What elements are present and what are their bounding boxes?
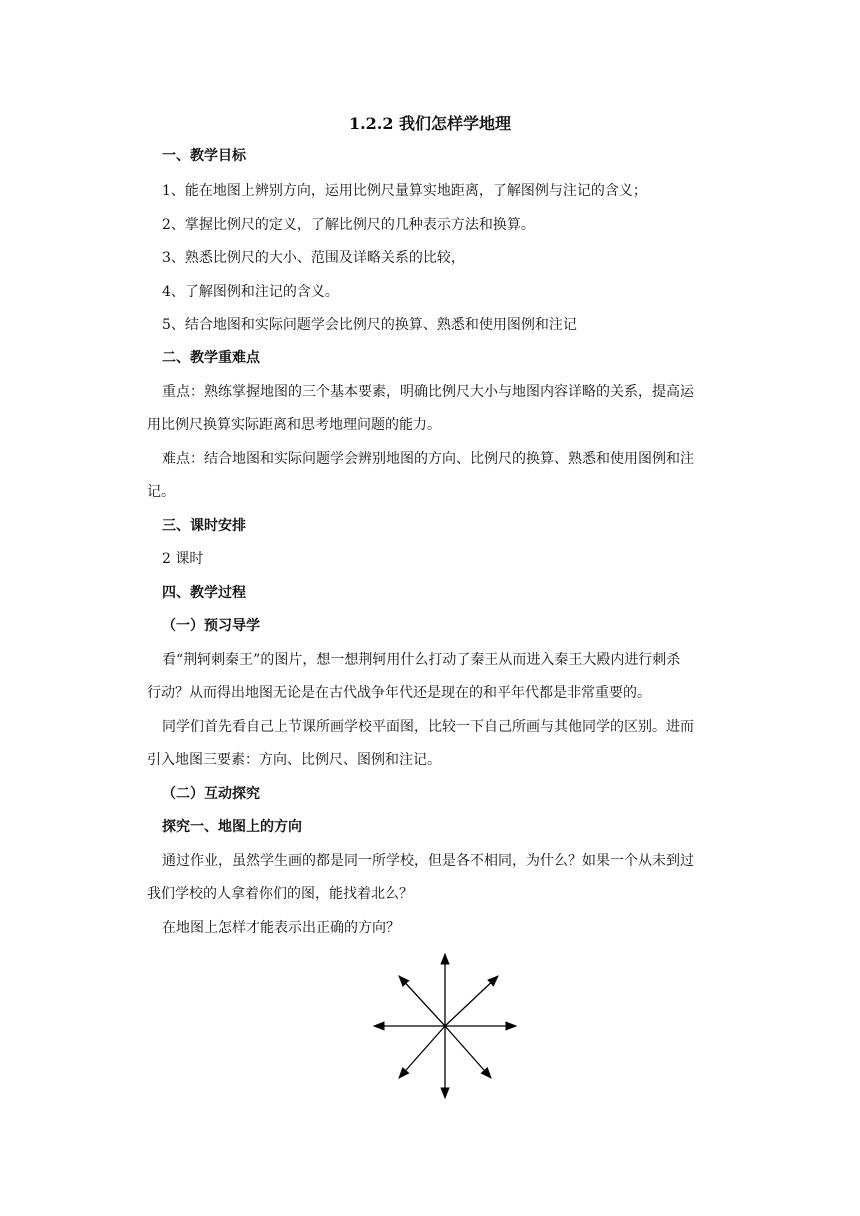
subheading-interactive: （二）互动探究	[162, 786, 260, 802]
goal-item-2: 2、掌握比例尺的定义，了解比例尺的几种表示方法和换算。	[162, 217, 535, 233]
arrow-southeast	[445, 1026, 491, 1078]
arrow-southwest	[399, 1026, 445, 1078]
key-point-line-2: 用比例尺换算实际距离和思考地理问题的能力。	[147, 417, 441, 433]
subheading-preview: （一）预习导学	[162, 618, 260, 634]
goal-item-4: 4、了解图例和注记的含义。	[162, 284, 339, 300]
preview-paragraph-2-line-1: 同学们首先看自己上节课所画学校平面图，比较一下自己所画与其他同学的区别。进而	[162, 719, 694, 735]
difficult-point-line-2: 记。	[147, 484, 175, 500]
page-title: 1.2.2 我们怎样学地理	[348, 114, 512, 133]
difficult-point-line-1: 难点：结合地图和实际问题学会辨别地图的方向、比例尺的换算、熟悉和使用图例和注	[162, 451, 694, 467]
explore-paragraph-line-2: 我们学校的人拿着你们的图，能找着北么？	[147, 886, 413, 902]
preview-paragraph-1-line-2: 行动？从而得出地图无论是在古代战争年代还是现在的和平年代都是非常重要的。	[147, 685, 651, 701]
preview-paragraph-1-line-1: 看“荆轲刺秦王”的图片，想一想荆轲用什么打动了秦王从而进入秦王大殿内进行刺杀	[162, 652, 681, 668]
key-point-line-1: 重点：熟练掌握地图的三个基本要素，明确比例尺大小与地图内容详略的关系，提高运	[162, 384, 694, 400]
explore-paragraph-line-1: 通过作业，虽然学生画的都是同一所学校，但是各不相同，为什么？如果一个从未到过	[162, 853, 694, 869]
goal-item-3: 3、熟悉比例尺的大小、范围及详略关系的比较，	[162, 250, 465, 266]
arrow-northeast	[445, 976, 498, 1026]
goal-item-5: 5、结合地图和实际问题学会比例尺的换算、熟悉和使用图例和注记	[162, 317, 577, 333]
direction-question: 在地图上怎样才能表示出正确的方向？	[162, 920, 400, 936]
schedule-text: 2 课时	[162, 551, 204, 567]
heading-teaching-goals: 一、教学目标	[162, 148, 246, 164]
goal-item-1: 1、能在地图上辨别方向，运用比例尺量算实地距离，了解图例与注记的含义；	[162, 183, 647, 199]
heading-schedule: 三、课时安排	[162, 518, 246, 534]
explore-heading-direction: 探究一、地图上的方向	[162, 819, 302, 835]
heading-key-difficult: 二、教学重难点	[162, 350, 260, 366]
compass-rose-diagram	[368, 948, 528, 1108]
heading-teaching-process: 四、教学过程	[162, 585, 246, 601]
arrow-northwest	[399, 976, 445, 1026]
preview-paragraph-2-line-2: 引入地图三要素：方向、比例尺、图例和注记。	[147, 752, 441, 768]
